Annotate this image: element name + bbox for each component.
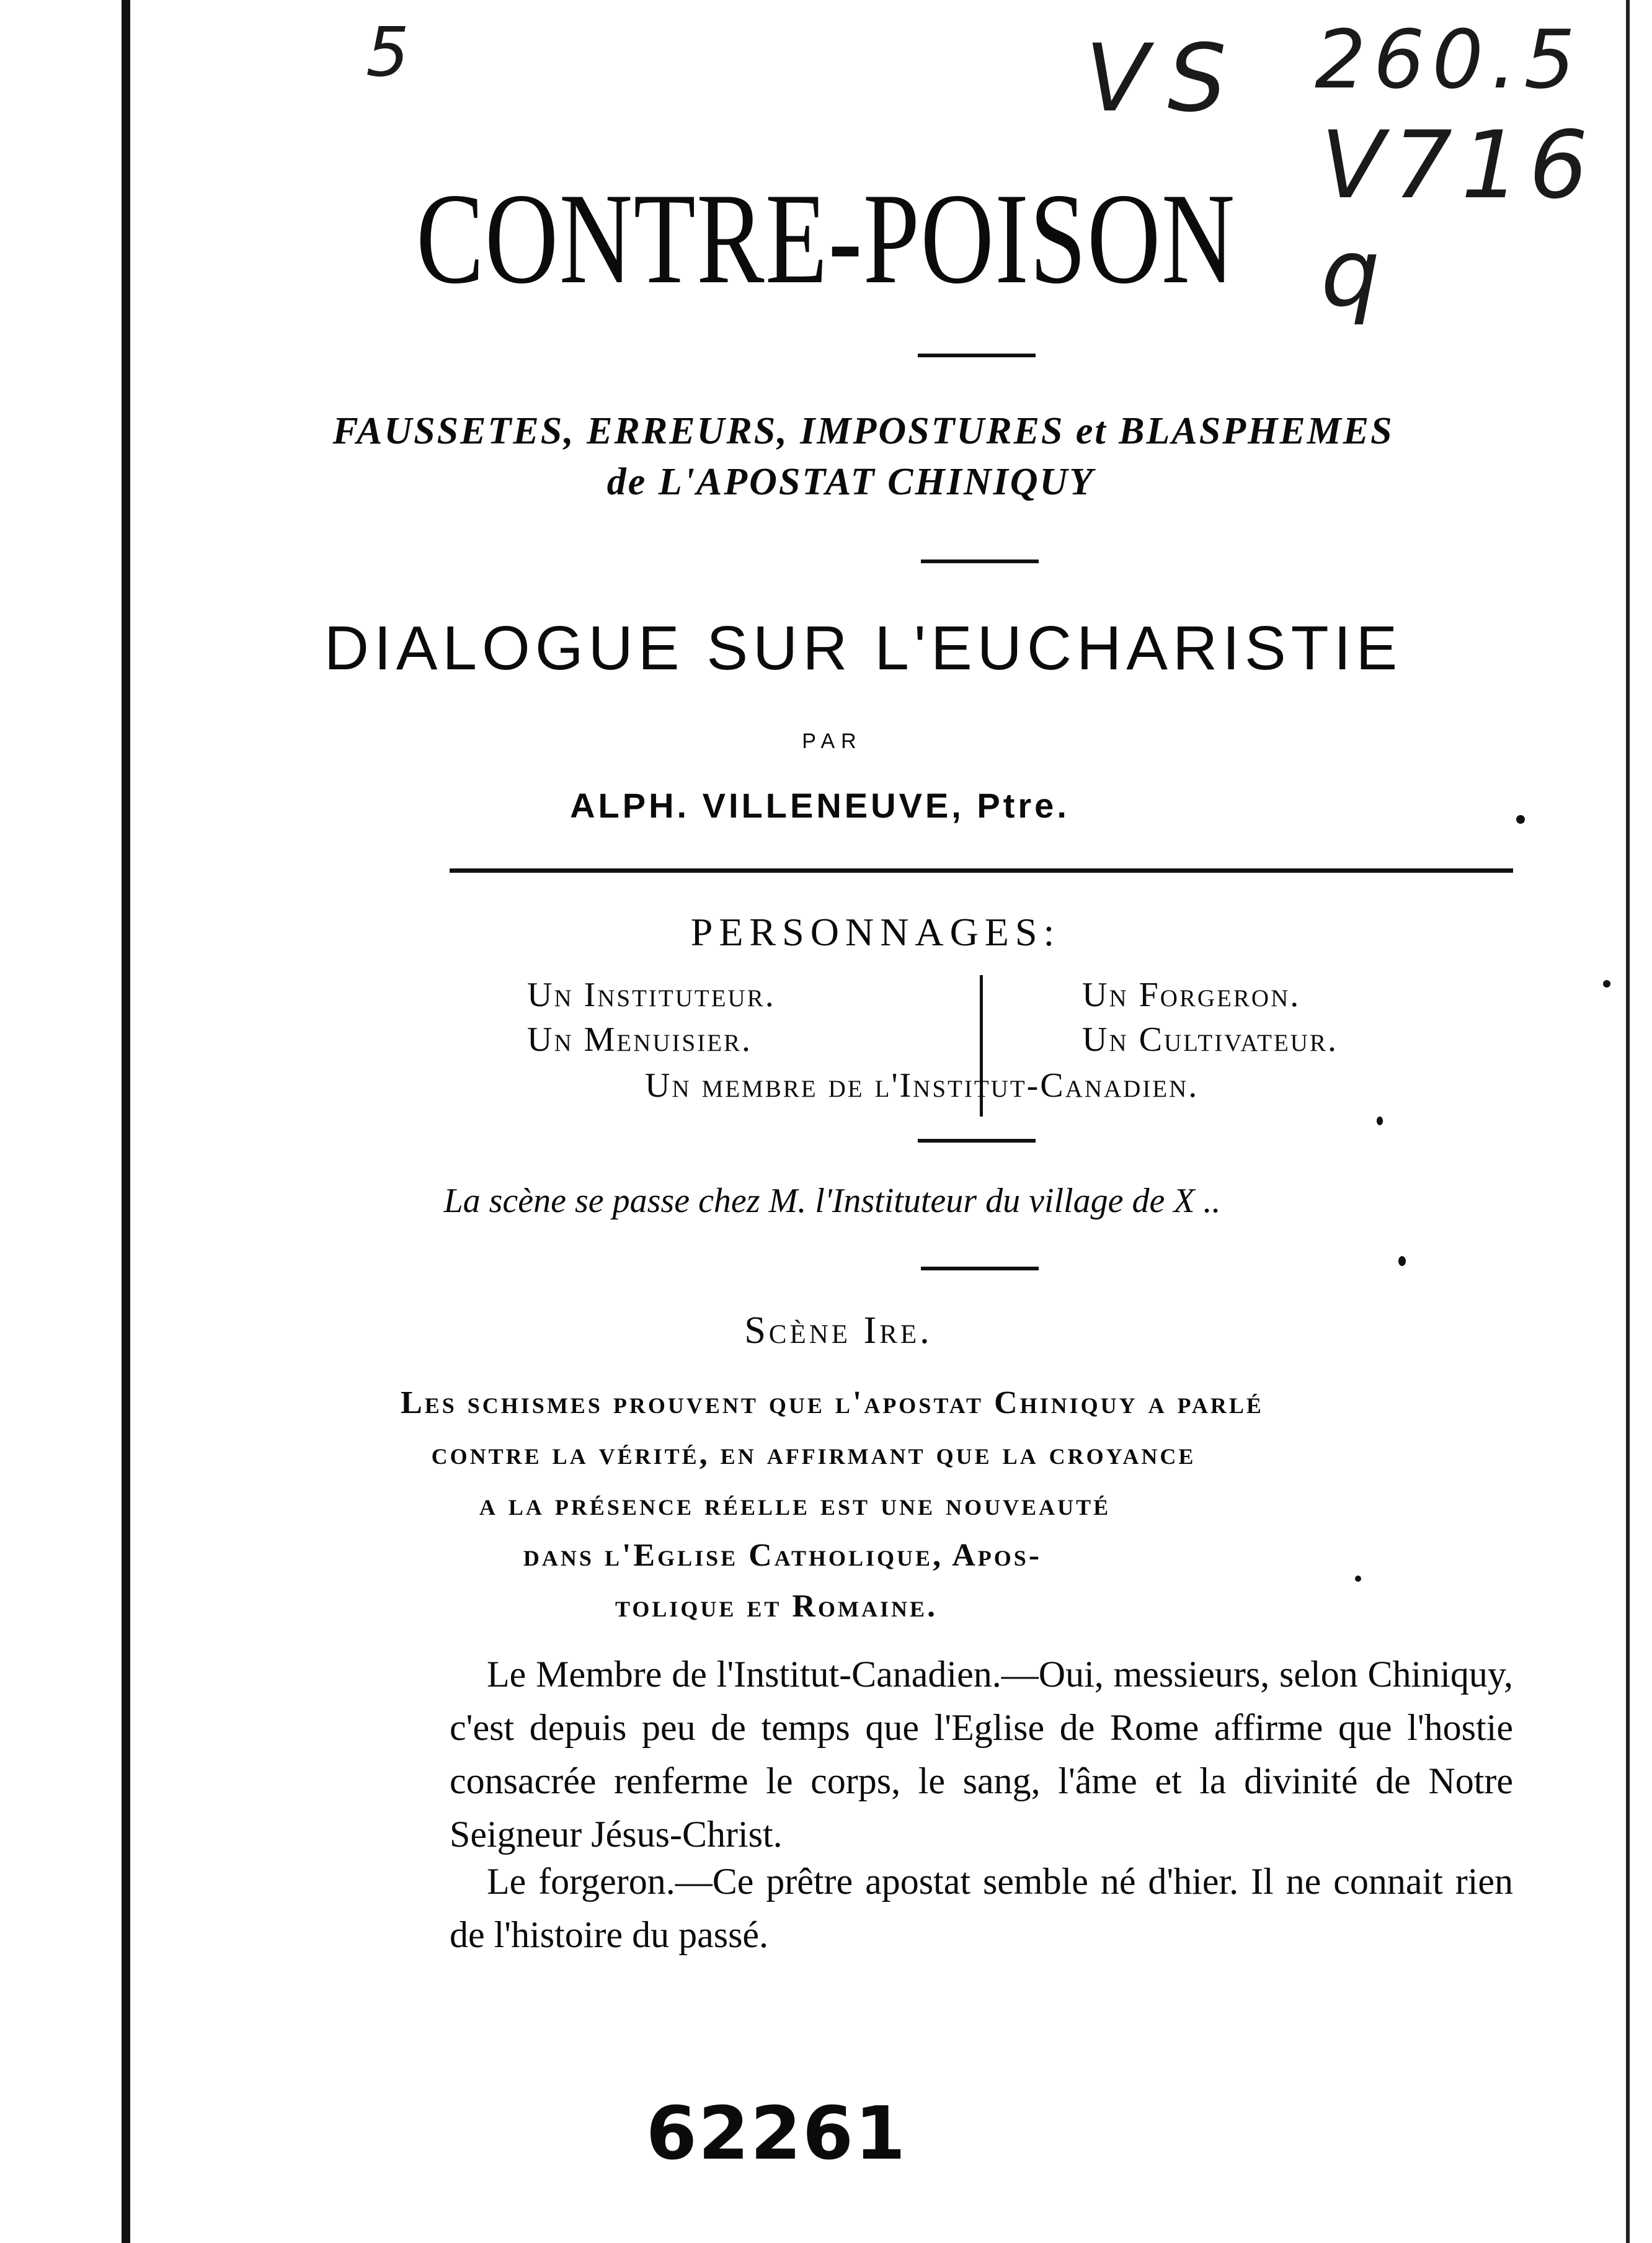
scene-title: Scène Ire.: [744, 1309, 933, 1352]
page-border-right: [1626, 0, 1630, 2243]
scene-summary-line: Les schismes prouvent que l'apostat Chiniquy a parlé: [401, 1385, 1264, 1420]
divider-rule: [918, 354, 1036, 357]
scan-speck: [1516, 815, 1525, 824]
main-title: CONTRE-POISON: [416, 167, 1236, 311]
handwritten-call-number: 260.5: [1315, 12, 1583, 107]
scan-speck: [1355, 1576, 1361, 1582]
scene-summary-line: a la présence réelle est une nouveauté: [479, 1487, 1111, 1522]
page-border-left: [122, 0, 130, 2243]
divider-rule: [921, 560, 1039, 563]
scene-summary-line: tolique et Romaine.: [615, 1589, 938, 1624]
scene-setting: La scène se passe chez M. l'Instituteur du village de X ..: [443, 1182, 1221, 1220]
paragraph-text: Le Membre de l'Institut-Canadien.—Oui, messieurs, selon Chiniquy, c'est depuis peu de temps que l'Eglise de Rome affirme que l'hostie consacrée renferme le corps, le sang, l'âme et la divinité de Notre Seigneur Jésus-Christ.: [450, 1654, 1513, 1855]
divider-rule: [921, 1267, 1039, 1270]
subtitle-line-2: de L'APOSTAT CHINIQUY: [606, 461, 1095, 503]
dialogue-title: DIALOGUE SUR L'EUCHARISTIE: [324, 613, 1403, 683]
handwritten-call-number-prefix: VS: [1085, 25, 1245, 133]
character-forgeron: Un Forgeron.: [1082, 976, 1301, 1014]
author-line: ALPH. VILLENEUVE, Ptre.: [570, 786, 1070, 825]
character-membre-institut: Un membre de l'Institut-Canadien.: [645, 1066, 1199, 1105]
character-instituteur: Un Instituteur.: [527, 976, 776, 1014]
paragraph-membre: [450, 1648, 1513, 1861]
divider-rule: [918, 1139, 1036, 1143]
par-label: PAR: [802, 729, 863, 753]
paragraph-text: Le forgeron.—Ce prêtre apostat semble né d'hier. Il ne connait rien de l'histoire du passé.: [450, 1861, 1513, 1955]
character-cultivateur: Un Cultivateur.: [1082, 1020, 1338, 1059]
personnages-heading: PERSONNAGES:: [690, 910, 1061, 954]
paragraph-forgeron: [450, 1855, 1513, 1961]
scan-speck: [1377, 1117, 1383, 1125]
character-menuisier: Un Menuisier.: [527, 1020, 753, 1059]
scene-summary-line: dans l'Eglise Catholique, Apos-: [523, 1538, 1042, 1573]
stamp-number: 62261: [646, 2090, 907, 2176]
scan-speck: [1603, 980, 1610, 988]
scene-summary-line: contre la vérité, en affirmant que la croyance: [431, 1436, 1196, 1471]
handwritten-mark: 5: [366, 12, 409, 92]
divider-rule-wide: [450, 868, 1513, 873]
subtitle-line-1: FAUSSETES, ERREURS, IMPOSTURES et BLASPHEMES: [332, 410, 1394, 452]
handwritten-call-number-suffix: V716 q: [1321, 112, 1597, 328]
scan-speck: [1398, 1256, 1406, 1266]
